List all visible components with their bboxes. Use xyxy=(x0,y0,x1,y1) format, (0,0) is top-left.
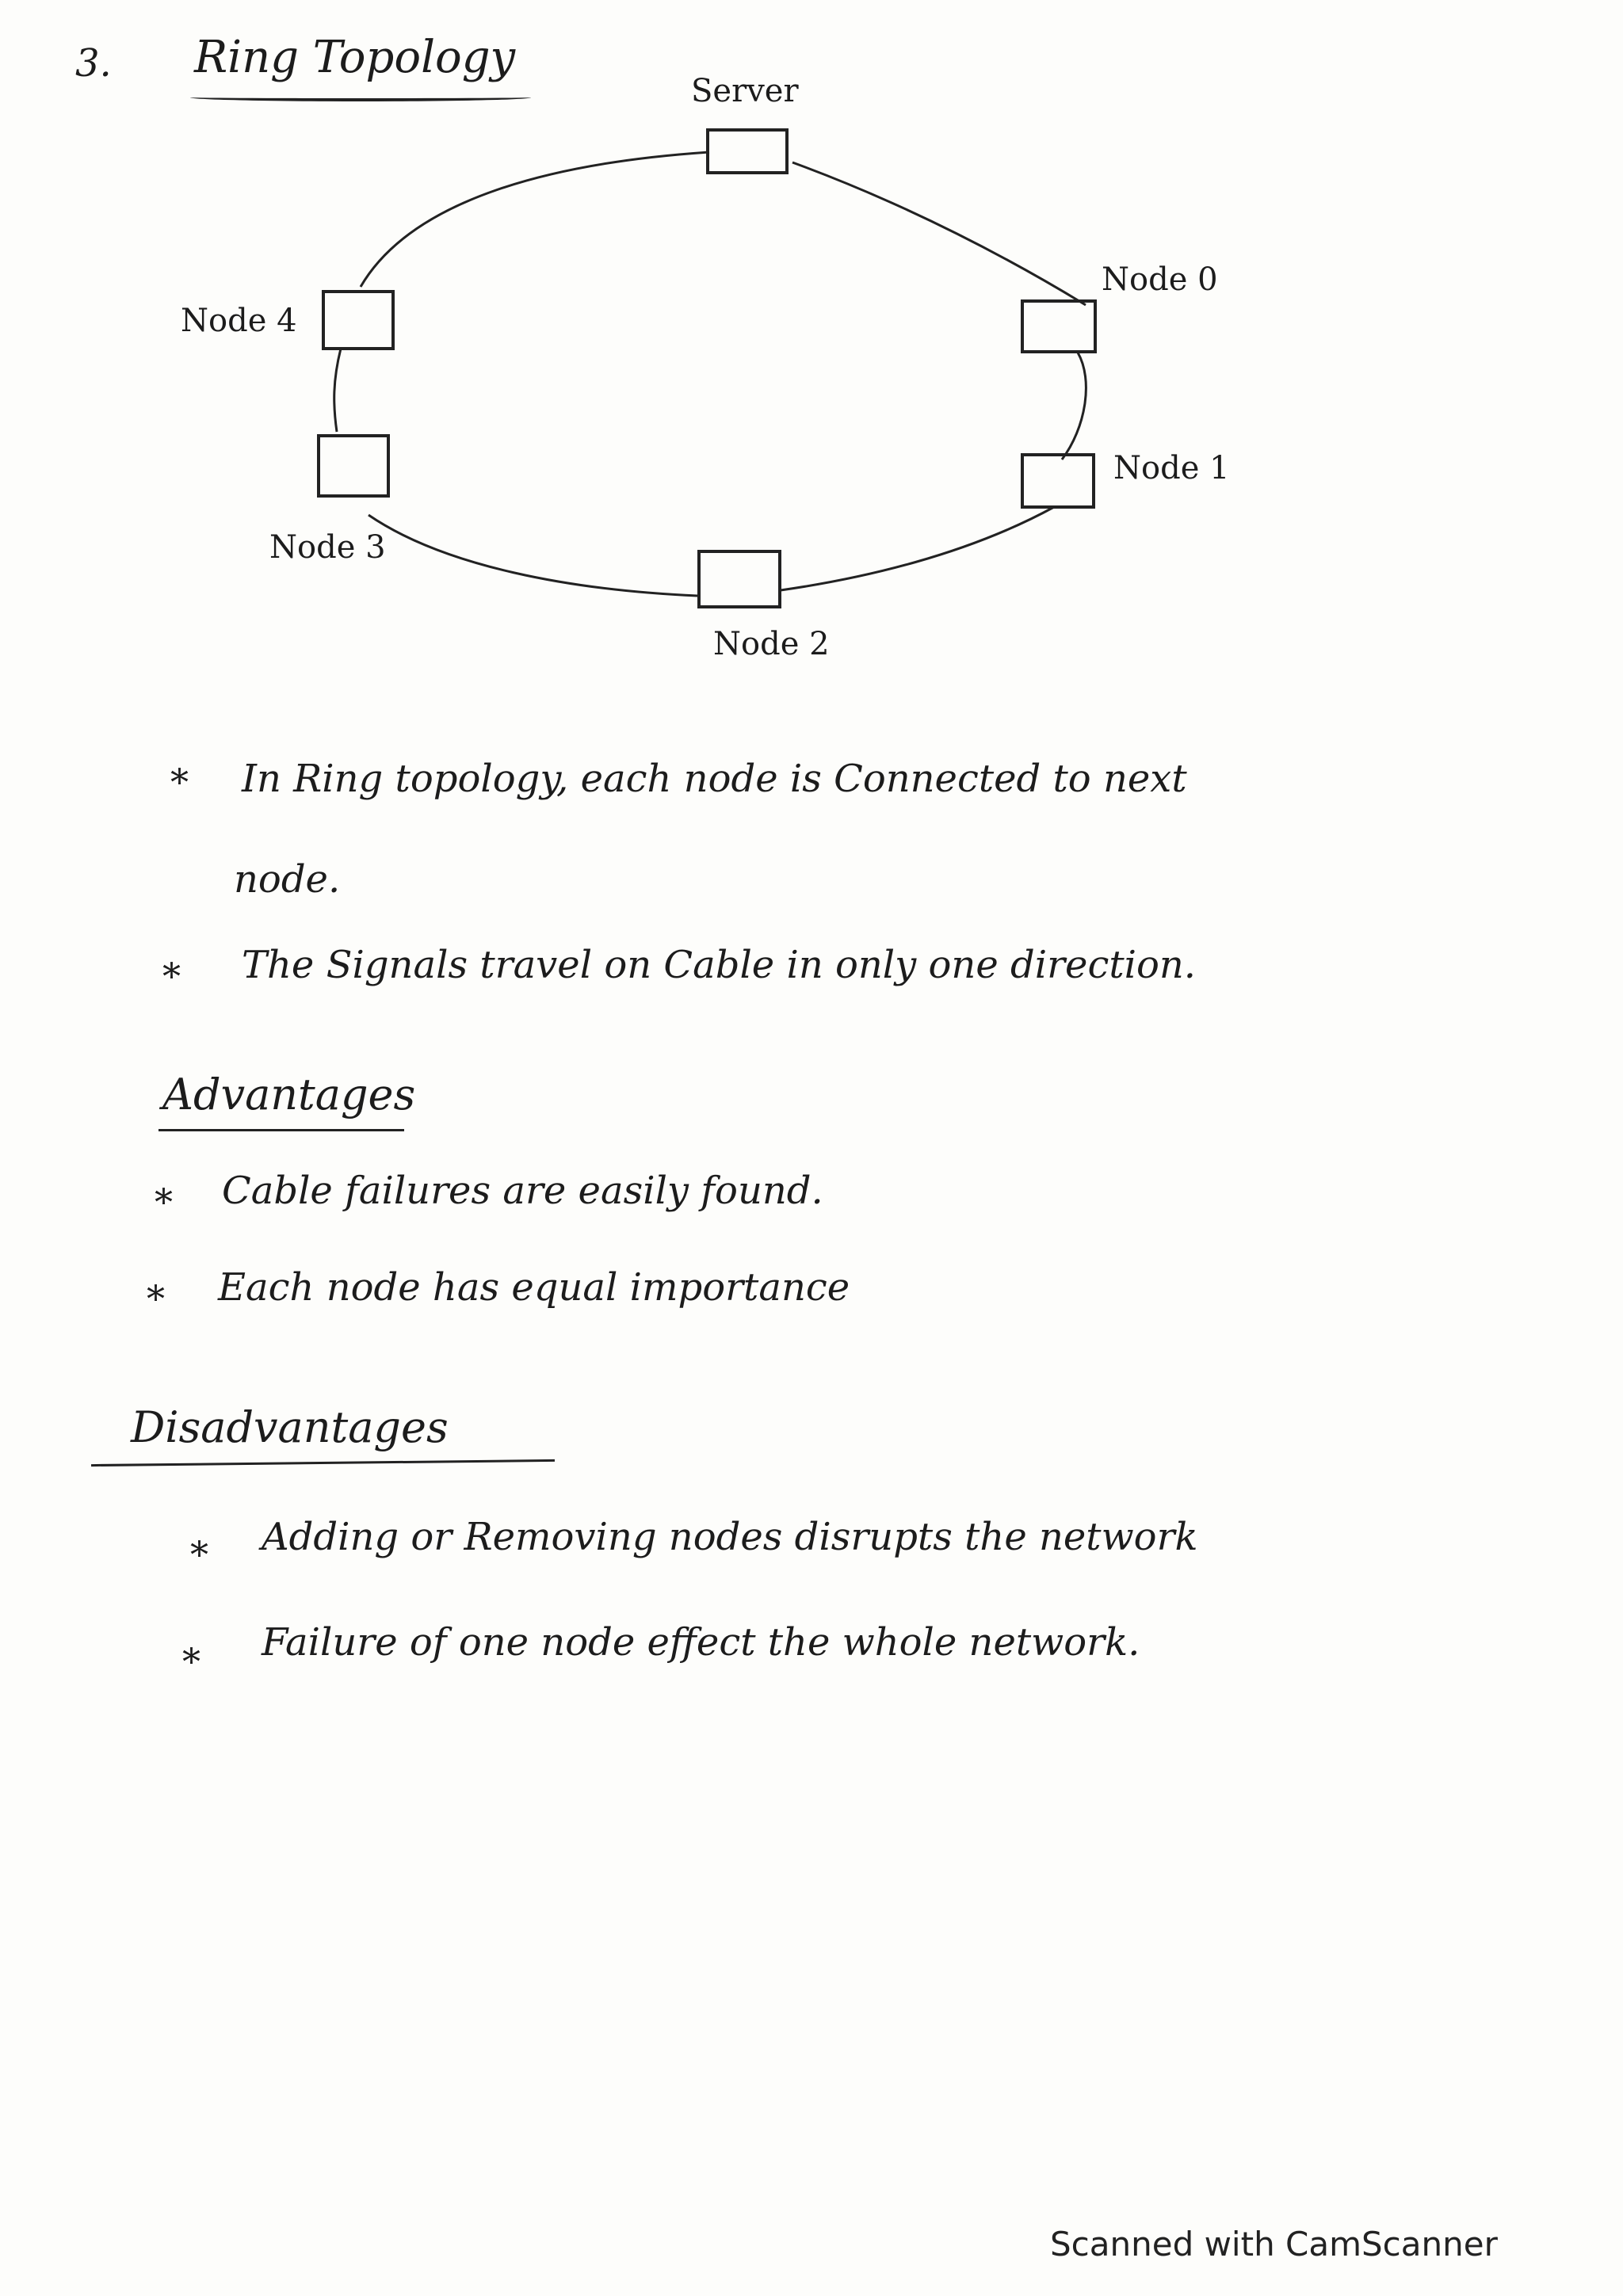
bullet-marker: * xyxy=(147,1277,165,1320)
bullet-marker: * xyxy=(170,761,189,803)
advantages-heading: Advantages xyxy=(162,1070,416,1119)
node2-box xyxy=(699,551,780,607)
advantage-item: Each node has equal importance xyxy=(218,1265,850,1310)
server-label: Server xyxy=(691,73,799,109)
node4-label: Node 4 xyxy=(181,303,297,339)
camscanner-watermark: Scanned with CamScanner xyxy=(1050,2225,1498,2264)
ring-cable xyxy=(334,152,1086,596)
page-title: Ring Topology xyxy=(194,32,516,83)
server-box xyxy=(708,130,787,173)
node2-label: Node 2 xyxy=(713,626,830,662)
bullet-marker: * xyxy=(182,1640,200,1683)
node3-box xyxy=(319,436,388,496)
advantage-item: Cable failures are easily found. xyxy=(222,1169,823,1213)
node0-box xyxy=(1022,301,1095,352)
node0-label: Node 0 xyxy=(1102,261,1218,298)
node4-box xyxy=(323,292,393,349)
bullet-marker: * xyxy=(162,955,181,997)
intro-line-2: The Signals travel on Cable in only one direction. xyxy=(242,943,1197,987)
node3-label: Node 3 xyxy=(269,529,386,566)
intro-line-1: In Ring topology, each node is Connected to next xyxy=(242,757,1187,801)
section-number: 3. xyxy=(75,41,112,86)
advantages-underline xyxy=(158,1129,404,1131)
disadvantage-item: Failure of one node effect the whole network. xyxy=(262,1620,1140,1665)
node1-label: Node 1 xyxy=(1113,450,1230,486)
disadvantage-item: Adding or Removing nodes disrupts the network xyxy=(262,1515,1198,1559)
bullet-marker: * xyxy=(190,1533,208,1576)
disadvantages-heading: Disadvantages xyxy=(131,1402,449,1452)
bullet-marker: * xyxy=(155,1180,173,1223)
ring-topology-diagram xyxy=(0,0,1623,713)
disadvantages-underline xyxy=(91,1459,555,1466)
node1-box xyxy=(1022,455,1094,507)
intro-line-1-cont: node. xyxy=(234,857,341,902)
